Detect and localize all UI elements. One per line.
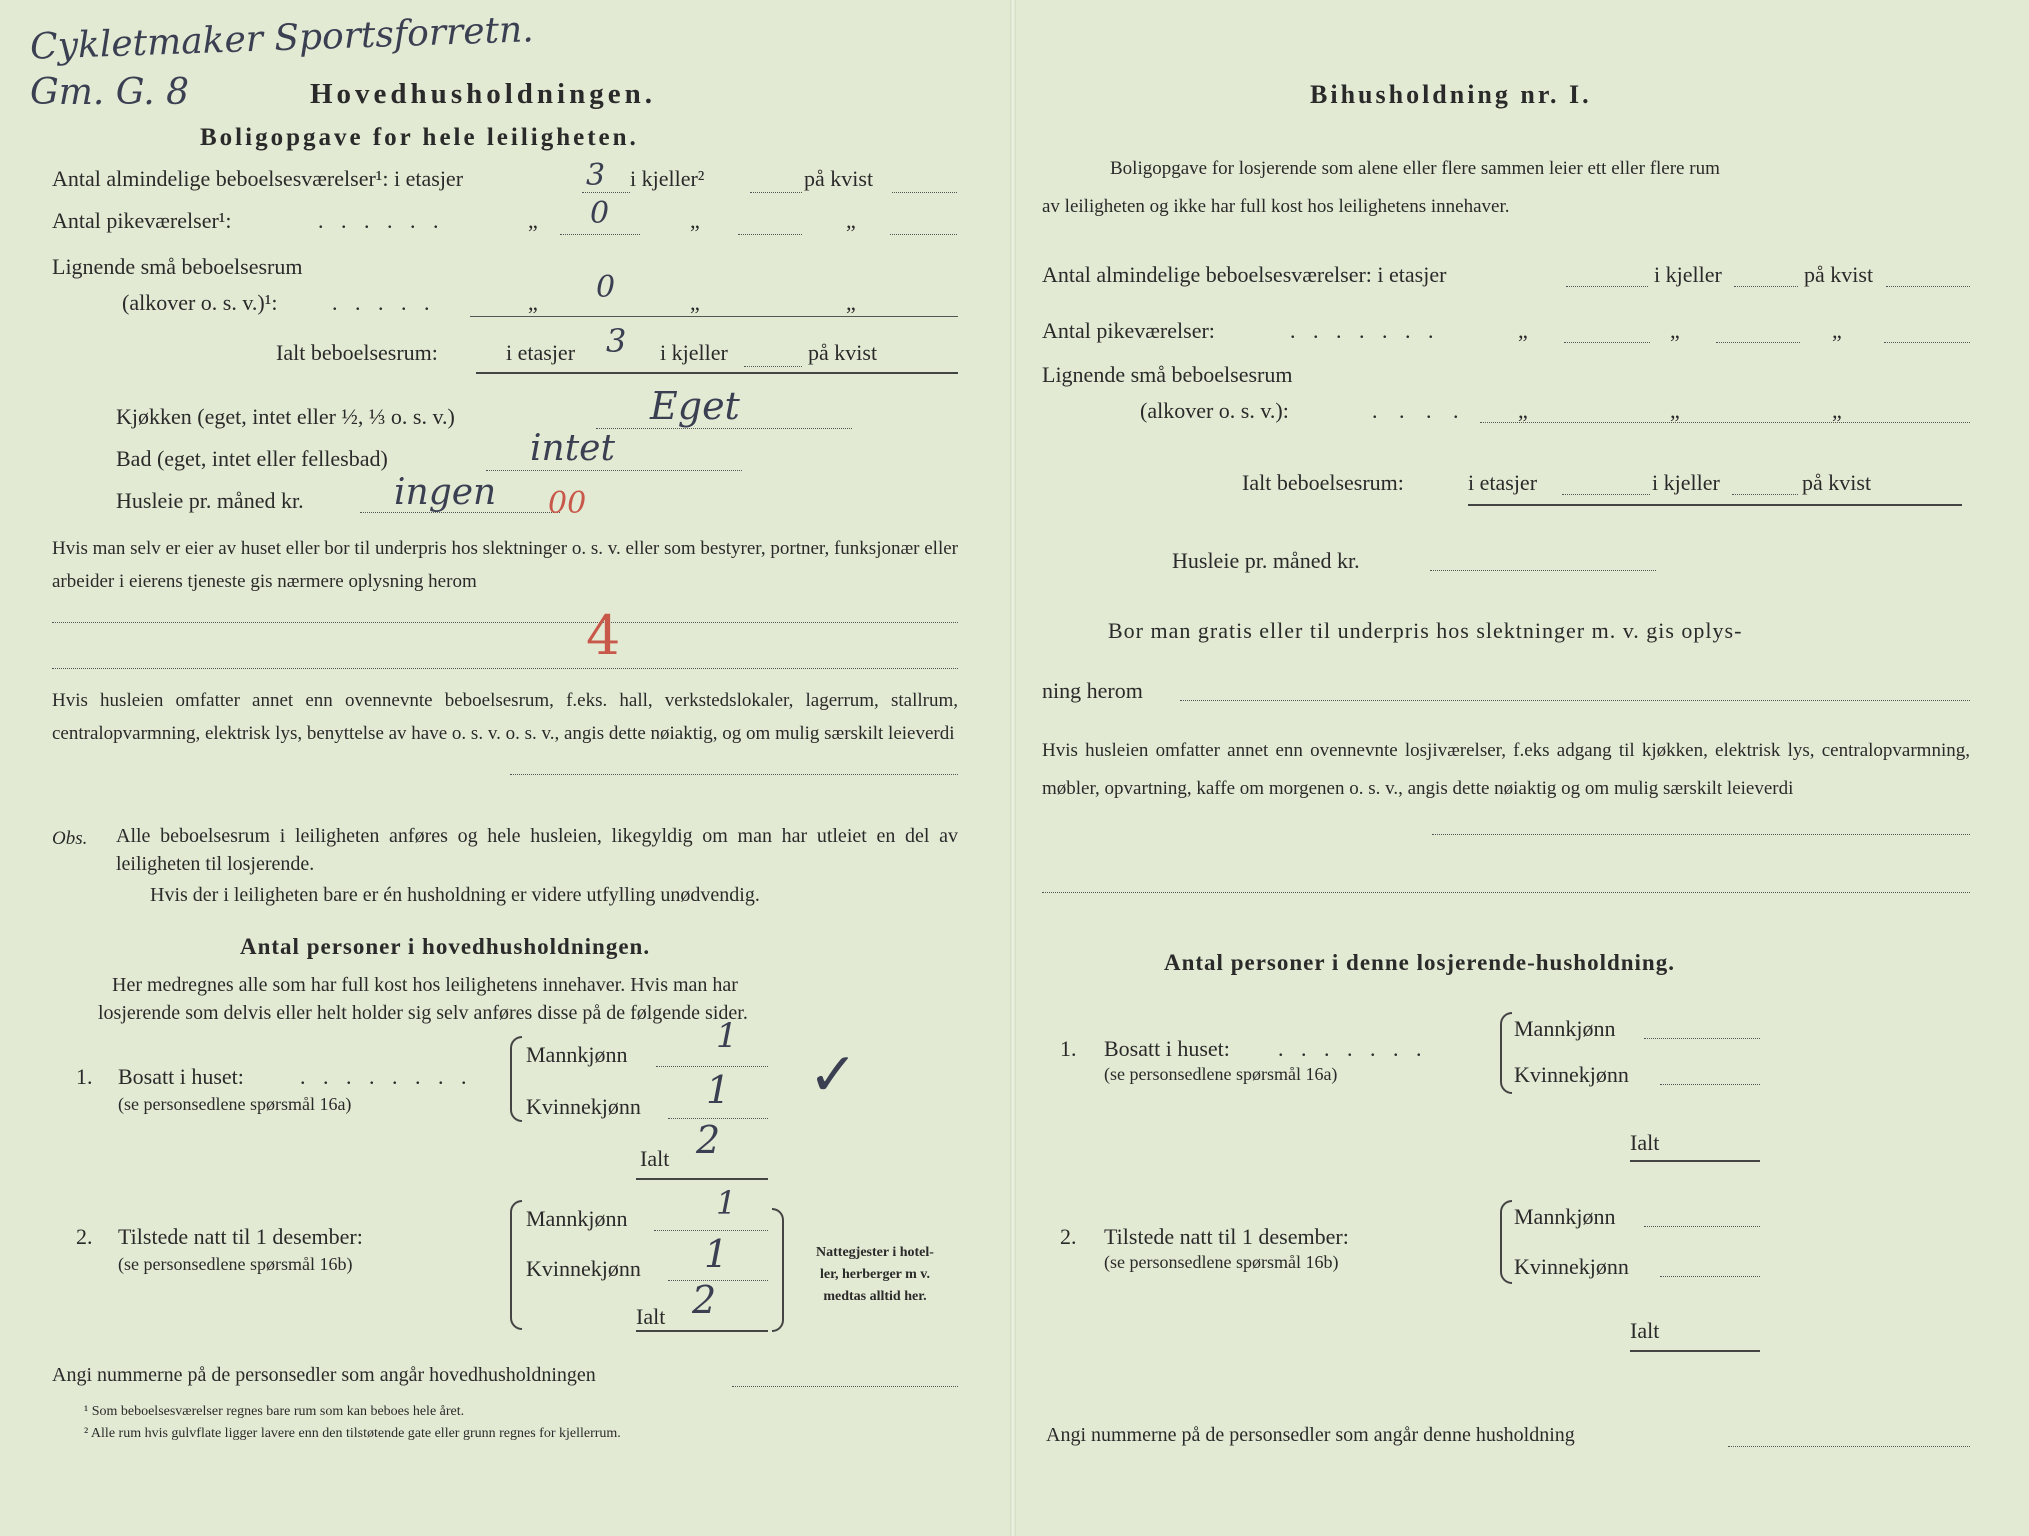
lodger-rooms-kjeller-label: i kjeller	[1654, 262, 1722, 287]
lodger-maid-label: Antal pikeværelser:	[1042, 318, 1215, 343]
lodger-rent-includes-field	[1432, 834, 1970, 835]
q1-female-label: Kvinnekjønn	[526, 1094, 641, 1119]
lodger-total-underline	[1468, 504, 1962, 506]
maid-rooms-dots: . . . . . .	[318, 208, 445, 233]
total-rooms-kjeller-label: i kjeller	[660, 340, 728, 365]
owner-info-line-1	[52, 622, 958, 623]
q2-total-underline	[636, 1330, 768, 1332]
obs-text: Alle beboelsesrum i leiligheten anføres og hele husleien, likegyldig om man har utleiet en del av leiligheten til losjerende.	[116, 825, 958, 875]
lodger-maid-q1: „	[1518, 318, 1528, 343]
lodger-q1-note: (se personsedlene spørsmål 16a)	[1104, 1064, 1338, 1084]
handwritten-occupation: Cykletmaker Sportsforretn.	[29, 9, 535, 68]
q2-total-label: Ialt	[636, 1304, 666, 1329]
q2-right-brace	[772, 1208, 784, 1332]
persons-note-2: losjerende som delvis eller helt holder sig selv anføres disse på de følgende sider.	[98, 1002, 748, 1024]
lodger-total-kvist-label: på kvist	[1802, 470, 1872, 495]
q1-brace	[510, 1036, 522, 1122]
q1-total-underline	[636, 1178, 768, 1180]
small-rooms-label: Lignende små beboelsesrum	[52, 254, 303, 279]
obs-text-2: Hvis der i leiligheten bare er én husholdning er videre utfylling unødvendig.	[150, 884, 760, 906]
q2-total-value: 2	[692, 1278, 717, 1322]
lodger-maid-kvist-field	[1884, 342, 1970, 343]
q2-female-label: Kvinnekjønn	[526, 1256, 641, 1281]
maid-rooms-kjeller-field	[738, 234, 802, 235]
q1-male-label: Mannkjønn	[526, 1042, 628, 1067]
maid-rooms-label: Antal pikeværelser¹:	[52, 208, 232, 233]
lodger-total-etasjer-field	[1562, 494, 1650, 495]
maid-rooms-etasjer-field	[560, 234, 640, 235]
small-rooms-label-2: (alkover o. s. v.)¹:	[122, 290, 278, 315]
q1-male-field	[656, 1066, 768, 1067]
lodger-small-rooms-q1: „	[1518, 398, 1528, 423]
lodger-q2-female-label: Kvinnekjønn	[1514, 1254, 1629, 1279]
lodger-persons-title: Antal personer i denne losjerende-husholdning.	[1164, 950, 1675, 975]
total-rooms-value: 3	[606, 322, 627, 360]
q1-number: 1.	[76, 1064, 93, 1089]
maid-rooms-kvist-field	[890, 234, 957, 235]
red-number-mark: 4	[586, 604, 621, 667]
numbers-field	[732, 1386, 958, 1387]
sub-household-title: Bihusholdning nr. I.	[1310, 80, 1592, 109]
kitchen-value: Eget	[650, 384, 740, 428]
maid-rooms-q2: „	[690, 208, 700, 233]
free-rent-question-2: ning herom	[1042, 678, 1143, 703]
lodger-small-rooms-dots: . . . .	[1372, 398, 1467, 423]
rooms-label: Antal almindelige beboelsesværelser¹: i etasjer	[52, 166, 464, 191]
lodger-q1-male-field	[1644, 1038, 1760, 1039]
lodger-q1-number: 1.	[1060, 1036, 1077, 1061]
lodger-total-kjeller-field	[1732, 494, 1798, 495]
small-rooms-q1: „	[528, 290, 538, 315]
rooms-etasjer-value: 3	[586, 158, 606, 193]
lodger-rooms-etasjer-field	[1566, 286, 1648, 287]
bath-label: Bad (eget, intet eller fellesbad)	[116, 446, 388, 471]
total-rooms-kjeller-field	[744, 366, 802, 367]
free-rent-field	[1180, 700, 1970, 701]
lodger-q2-male-label: Mannkjønn	[1514, 1204, 1616, 1229]
lodger-q1-female-field	[1660, 1084, 1760, 1085]
lodger-rent-field	[1430, 570, 1656, 571]
q1-male-value: 1	[716, 1016, 738, 1056]
q1-label: Bosatt i huset:	[118, 1064, 244, 1089]
lodger-maid-dots: . . . . . . .	[1290, 318, 1440, 343]
lodger-rooms-kvist-label: på kvist	[1804, 262, 1874, 287]
lodger-small-rooms-label: Lignende små beboelsesrum	[1042, 362, 1293, 387]
lodger-maid-kjeller-field	[1716, 342, 1800, 343]
free-rent-question: Bor man gratis eller til underpris hos slektninger m. v. gis oplys-	[1108, 618, 1743, 643]
kitchen-field	[596, 428, 852, 429]
lodger-q2-total-underline	[1630, 1350, 1760, 1352]
lodger-intro-1: Boligopgave for losjerende som alene eller flere sammen leier ett eller flere rum	[1110, 158, 1720, 179]
lodger-q1-female-label: Kvinnekjønn	[1514, 1062, 1629, 1087]
footnote-1: ¹ Som beboelsesværelser regnes bare rum som kan beboes hele året.	[84, 1404, 465, 1419]
q1-checkmark: ✓	[808, 1040, 859, 1110]
lodger-q2-label: Tilstede natt til 1 desember:	[1104, 1224, 1349, 1249]
lodger-numbers-instruction: Angi nummerne på de personsedler som angår denne husholdning	[1046, 1424, 1575, 1446]
maid-rooms-q1: „	[528, 208, 538, 233]
bath-value: intet	[530, 428, 615, 469]
q2-brace	[510, 1200, 522, 1330]
lodger-small-rooms-q2: „	[1670, 398, 1680, 423]
lodger-maid-etasjer-field	[1564, 342, 1650, 343]
q2-number: 2.	[76, 1224, 93, 1249]
q2-note: (se personsedlene spørsmål 16b)	[118, 1254, 353, 1274]
bath-field	[486, 470, 742, 471]
small-rooms-dots: . . . . .	[332, 290, 436, 315]
lodger-small-rooms-line	[1480, 422, 1970, 423]
page-subtitle: Boligopgave for hele leiligheten.	[200, 124, 639, 151]
page-fold	[1010, 0, 1016, 1536]
owner-info-paragraph: Hvis man selv er eier av huset eller bor til underpris hos slektninger o. s. v. eller som bestyrer, portner, funksjonær eller arbeider i eierens tjeneste gis nærmere oplysning herom	[52, 538, 958, 592]
lodger-rooms-label: Antal almindelige beboelsesværelser: i etasjer	[1042, 262, 1447, 287]
footnote-2: ² Alle rum hvis gulvflate ligger lavere enn den tilstøtende gate eller grunn regnes for kjellerrum.	[84, 1426, 621, 1441]
lodger-total-kjeller-label: i kjeller	[1652, 470, 1720, 495]
rent-label: Husleie pr. måned kr.	[116, 488, 304, 513]
q2-male-value: 1	[716, 1184, 737, 1222]
maid-rooms-q3: „	[846, 208, 856, 233]
lodger-q2-note: (se personsedlene spørsmål 16b)	[1104, 1252, 1339, 1272]
obs-label: Obs.	[52, 828, 88, 849]
page-title: Hovedhusholdningen.	[310, 78, 656, 110]
lodger-small-rooms-q3: „	[1832, 398, 1842, 423]
lodger-q1-total-underline	[1630, 1160, 1760, 1162]
sub-household-section	[1020, 0, 2029, 1536]
lodger-intro-2: av leiligheten og ikke har full kost hos leilighetens innehaver.	[1042, 196, 1510, 217]
lodger-rooms-kjeller-field	[1734, 286, 1798, 287]
lodger-rent-label: Husleie pr. måned kr.	[1172, 548, 1360, 573]
lodger-q1-brace	[1500, 1012, 1512, 1094]
night-guests-note-2: ler, herberger m v.	[819, 1267, 931, 1282]
q2-male-field	[654, 1230, 768, 1231]
lodger-q1-label: Bosatt i huset:	[1104, 1036, 1230, 1061]
lodger-maid-q2: „	[1670, 318, 1680, 343]
main-household-section	[0, 0, 1005, 1536]
persons-note-1: Her medregnes alle som har full kost hos leilighetens innehaver. Hvis man har	[112, 974, 738, 996]
lodger-rent-includes-line-2	[1042, 892, 1970, 893]
rooms-kvist-label: på kvist	[804, 166, 874, 191]
maid-rooms-value: 0	[590, 196, 610, 231]
lodger-q2-female-field	[1660, 1276, 1760, 1277]
lodger-rooms-kvist-field	[1886, 286, 1970, 287]
rooms-kvist-field	[892, 192, 957, 193]
total-rooms-label: Ialt beboelsesrum:	[276, 340, 438, 365]
total-rooms-underline	[476, 372, 958, 374]
lodger-q2-total-label: Ialt	[1630, 1318, 1660, 1343]
small-rooms-total-line	[470, 316, 958, 317]
q2-female-field	[668, 1280, 768, 1281]
handwritten-address: Gm. G. 8	[30, 72, 190, 113]
lodger-q1-dots: . . . . . . .	[1278, 1036, 1428, 1061]
lodger-q1-male-label: Mannkjønn	[1514, 1016, 1616, 1041]
q1-note: (se personsedlene spørsmål 16a)	[118, 1094, 352, 1114]
rent-includes-field	[510, 774, 958, 775]
rooms-kjeller-field	[750, 192, 802, 193]
lodger-q1-total-label: Ialt	[1630, 1130, 1660, 1155]
q1-female-value: 1	[706, 1068, 731, 1112]
lodger-total-etasjer-label: i etasjer	[1468, 470, 1538, 495]
lodger-q2-brace	[1500, 1200, 1512, 1284]
numbers-instruction: Angi nummerne på de personsedler som angår hovedhusholdningen	[52, 1364, 596, 1386]
q1-total-label: Ialt	[640, 1146, 670, 1171]
lodger-q2-male-field	[1644, 1226, 1760, 1227]
night-guests-note-3: medtas alltid her.	[823, 1289, 927, 1304]
owner-info-line-2	[52, 668, 958, 669]
q2-female-value: 1	[704, 1232, 729, 1276]
lodger-rent-includes-paragraph: Hvis husleien omfatter annet enn ovennevnte losjiværelser, f.eks adgang til kjøkken, elektrisk lys, centralopvarmning, møbler, opvartning, kaffe om morgenen o. s. v., angis dette nøiaktig og om mulig særskilt leieverdi	[1042, 740, 1970, 799]
lodger-maid-q3: „	[1832, 318, 1842, 343]
lodger-total-label: Ialt beboelsesrum:	[1242, 470, 1404, 495]
q2-label: Tilstede natt til 1 desember:	[118, 1224, 363, 1249]
rent-red-mark: 00	[548, 486, 587, 521]
lodger-q2-number: 2.	[1060, 1224, 1077, 1249]
small-rooms-value: 0	[596, 270, 616, 305]
night-guests-note-1: Nattegjester i hotel-	[816, 1245, 934, 1260]
lodger-small-rooms-label-2: (alkover o. s. v.):	[1140, 398, 1289, 423]
total-rooms-etasjer-label: i etasjer	[506, 340, 576, 365]
rent-includes-paragraph: Hvis husleien omfatter annet enn ovennevnte beboelsesrum, f.eks. hall, verkstedslokaler, lagerrum, stallrum, centralopvarmning, elektrisk lys, benyttelse av have o. s. v. o. s. v., angis dette nøiaktig, og om mulig særskilt leieverdi	[52, 690, 958, 744]
small-rooms-q3: „	[846, 290, 856, 315]
persons-section-title: Antal personer i hovedhusholdningen.	[240, 934, 651, 959]
total-rooms-kvist-label: på kvist	[808, 340, 878, 365]
q1-dots: . . . . . . . .	[300, 1064, 473, 1089]
rent-value: ingen	[394, 472, 497, 513]
kitchen-label: Kjøkken (eget, intet eller ½, ⅓ o. s. v.)	[116, 404, 455, 429]
q1-total-value: 2	[696, 1118, 721, 1162]
q2-male-label: Mannkjønn	[526, 1206, 628, 1231]
rooms-kjeller-label: i kjeller²	[630, 166, 705, 191]
small-rooms-q2: „	[690, 290, 700, 315]
lodger-numbers-field	[1728, 1446, 1970, 1447]
night-guests-note	[790, 1242, 960, 1308]
